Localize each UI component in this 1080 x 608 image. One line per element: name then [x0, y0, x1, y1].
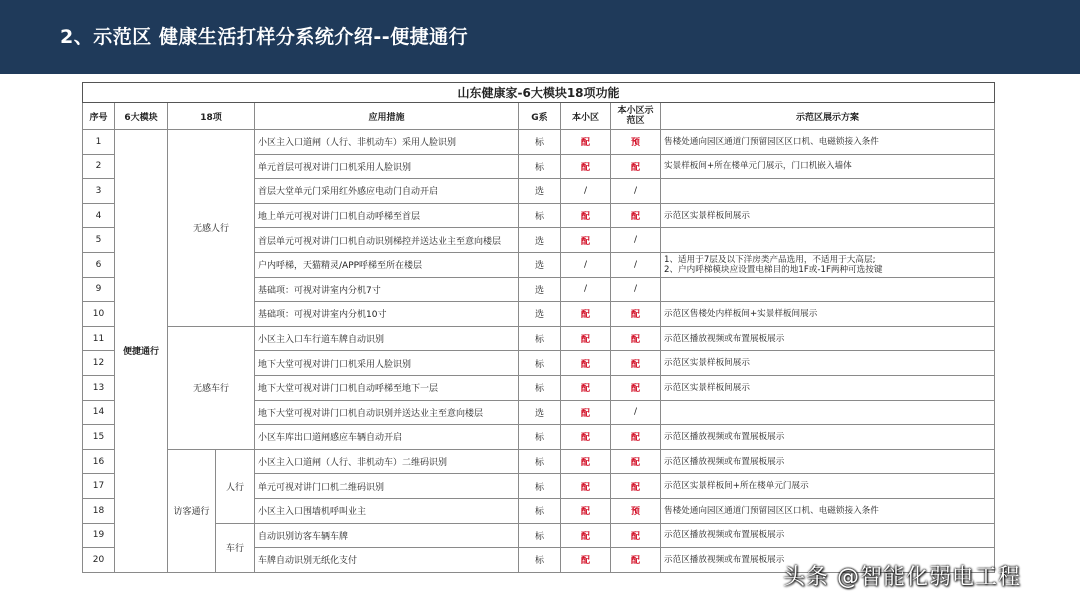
demo-cell: 配: [611, 548, 661, 573]
group-cell-walk: 无感人行: [168, 130, 255, 327]
watermark-text: 头条 @智能化弱电工程: [783, 565, 1021, 590]
g-cell: 标: [519, 351, 561, 376]
table-row: [83, 449, 995, 474]
col-header-plan: 示范区展示方案: [661, 103, 995, 130]
demo-cell: 配: [611, 326, 661, 351]
measure-cell: 小区车库出口道闸感应车辆自动开启: [255, 425, 519, 450]
measure-cell: 地下大堂可视对讲门口机自动识别并送达业主至意向楼层: [255, 400, 519, 425]
demo-cell: /: [611, 400, 661, 425]
table-header-row: [83, 103, 995, 130]
header-bar: [0, 0, 1080, 74]
plan-cell: 示范区实景样板间展示: [661, 203, 995, 228]
community-cell: 配: [561, 351, 611, 376]
g-cell: 选: [519, 252, 561, 277]
table-row: [83, 523, 995, 548]
g-cell: 标: [519, 498, 561, 523]
col-header-g: G系: [519, 103, 561, 130]
community-cell: 配: [561, 523, 611, 548]
g-cell: 选: [519, 277, 561, 302]
g-cell: 选: [519, 228, 561, 253]
g-cell: 标: [519, 130, 561, 155]
plan-cell: [661, 179, 995, 204]
measure-cell: 单元可视对讲门口机二维码识别: [255, 474, 519, 499]
plan-cell: [661, 252, 995, 277]
subgroup-cell-car: 车行: [216, 523, 255, 572]
plan-cell: 示范区播放视频或布置展板展示: [661, 523, 995, 548]
g-cell: 标: [519, 154, 561, 179]
row-no: 9: [83, 277, 115, 302]
community-cell: 配: [561, 130, 611, 155]
demo-cell: /: [611, 228, 661, 253]
row-no: 13: [83, 375, 115, 400]
plan-cell: 实景样板间+所在楼单元门展示，门口机嵌入墙体: [661, 154, 995, 179]
plan-cell: [661, 228, 995, 253]
row-no: 17: [83, 474, 115, 499]
g-cell: 标: [519, 548, 561, 573]
community-cell: 配: [561, 400, 611, 425]
table-row: [83, 130, 995, 155]
row-no: 14: [83, 400, 115, 425]
feature-table-container: [82, 82, 994, 573]
col-header-measure: 应用措施: [255, 103, 519, 130]
g-cell: 标: [519, 523, 561, 548]
row-no: 1: [83, 130, 115, 155]
col-header-community: 本小区: [561, 103, 611, 130]
plan-cell: [661, 277, 995, 302]
col-header-demo: 本小区示范区: [611, 103, 661, 130]
community-cell: 配: [561, 203, 611, 228]
plan-cell: [661, 400, 995, 425]
measure-cell: 车牌自动识别无纸化支付: [255, 548, 519, 573]
demo-cell: 预: [611, 498, 661, 523]
module-cell: 便捷通行: [115, 130, 168, 573]
measure-cell: 小区主入口道闸（人行、非机动车）采用人脸识别: [255, 130, 519, 155]
row-no: 12: [83, 351, 115, 376]
measure-cell: 首层大堂单元门采用红外感应电动门自动开启: [255, 179, 519, 204]
measure-cell: 地上单元可视对讲门口机自动呼梯至首层: [255, 203, 519, 228]
demo-cell: /: [611, 252, 661, 277]
demo-cell: 配: [611, 351, 661, 376]
community-cell: /: [561, 179, 611, 204]
plan-cell: 示范区播放视频或布置展板展示: [661, 425, 995, 450]
g-cell: 标: [519, 203, 561, 228]
demo-cell: 配: [611, 154, 661, 179]
community-cell: 配: [561, 498, 611, 523]
demo-cell: 配: [611, 474, 661, 499]
row-no: 20: [83, 548, 115, 573]
demo-cell: 配: [611, 302, 661, 327]
community-cell: 配: [561, 228, 611, 253]
table-row: [83, 326, 995, 351]
col-header-module: 6大模块: [115, 103, 168, 130]
group-cell-visitor: 访客通行: [168, 449, 216, 572]
community-cell: /: [561, 277, 611, 302]
plan-cell: 示范区实景样板间展示: [661, 375, 995, 400]
g-cell: 选: [519, 179, 561, 204]
g-cell: 标: [519, 375, 561, 400]
subgroup-cell-walk: 人行: [216, 449, 255, 523]
row-no: 18: [83, 498, 115, 523]
measure-cell: 小区主入口围墙机呼叫业主: [255, 498, 519, 523]
measure-cell: 小区主入口道闸（人行、非机动车）二维码识别: [255, 449, 519, 474]
community-cell: 配: [561, 375, 611, 400]
community-cell: 配: [561, 425, 611, 450]
table-caption: 山东健康家-6大模块18项功能: [83, 83, 995, 103]
measure-cell: 小区主入口车行道车牌自动识别: [255, 326, 519, 351]
plan-line-1: 1、适用于7层及以下洋房类产品选用，不适用于大高层;: [664, 254, 876, 265]
plan-cell: 示范区售楼处内样板间+实景样板间展示: [661, 302, 995, 327]
row-no: 19: [83, 523, 115, 548]
row-no: 5: [83, 228, 115, 253]
community-cell: 配: [561, 326, 611, 351]
feature-table: [82, 82, 995, 573]
demo-cell: 配: [611, 523, 661, 548]
g-cell: 标: [519, 326, 561, 351]
row-no: 2: [83, 154, 115, 179]
measure-cell: 单元首层可视对讲门口机采用人脸识别: [255, 154, 519, 179]
row-no: 6: [83, 252, 115, 277]
row-no: 3: [83, 179, 115, 204]
col-header-items: 18项: [168, 103, 255, 130]
measure-cell: 基础项：可视对讲室内分机7寸: [255, 277, 519, 302]
demo-cell: 配: [611, 375, 661, 400]
demo-cell: 配: [611, 449, 661, 474]
demo-cell: 配: [611, 203, 661, 228]
plan-cell: 示范区播放视频或布置展板展示: [661, 326, 995, 351]
community-cell: 配: [561, 154, 611, 179]
measure-cell: 地下大堂可视对讲门口机采用人脸识别: [255, 351, 519, 376]
g-cell: 标: [519, 425, 561, 450]
community-cell: /: [561, 252, 611, 277]
demo-cell: 配: [611, 425, 661, 450]
row-no: 10: [83, 302, 115, 327]
g-cell: 选: [519, 400, 561, 425]
community-cell: 配: [561, 449, 611, 474]
community-cell: 配: [561, 302, 611, 327]
measure-cell: 户内呼梯，天猫精灵/APP呼梯至所在楼层: [255, 252, 519, 277]
row-no: 16: [83, 449, 115, 474]
row-no: 15: [83, 425, 115, 450]
g-cell: 选: [519, 302, 561, 327]
community-cell: 配: [561, 548, 611, 573]
measure-cell: 基础项：可视对讲室内分机10寸: [255, 302, 519, 327]
community-cell: 配: [561, 474, 611, 499]
group-cell-car: 无感车行: [168, 326, 255, 449]
measure-cell: 地下大堂可视对讲门口机自动呼梯至地下一层: [255, 375, 519, 400]
g-cell: 标: [519, 474, 561, 499]
demo-cell: /: [611, 277, 661, 302]
plan-cell: 售楼处通向园区通道门预留园区区口机、电磁锁接入条件: [661, 130, 995, 155]
demo-cell: 预: [611, 130, 661, 155]
measure-cell: 自动识别访客车辆车牌: [255, 523, 519, 548]
row-no: 4: [83, 203, 115, 228]
plan-cell: 示范区实景样板间+所在楼单元门展示: [661, 474, 995, 499]
row-no: 11: [83, 326, 115, 351]
plan-cell: 售楼处通向园区通道门预留园区区口机、电磁锁接入条件: [661, 498, 995, 523]
measure-cell: 首层单元可视对讲门口机自动识别梯控并送达业主至意向楼层: [255, 228, 519, 253]
demo-cell: /: [611, 179, 661, 204]
plan-cell: 示范区播放视频或布置展板展示: [661, 449, 995, 474]
page-title: 2、示范区 健康生活打样分系统介绍--便捷通行: [60, 26, 469, 48]
plan-cell: 示范区实景样板间展示: [661, 351, 995, 376]
plan-line-2: 2、户内呼梯模块应设置电梯目的地1F或-1F两种可选按键: [664, 264, 883, 275]
g-cell: 标: [519, 449, 561, 474]
col-header-no: 序号: [83, 103, 115, 130]
plan-cell: 示范区播放视频或布置展板展示: [661, 548, 995, 573]
